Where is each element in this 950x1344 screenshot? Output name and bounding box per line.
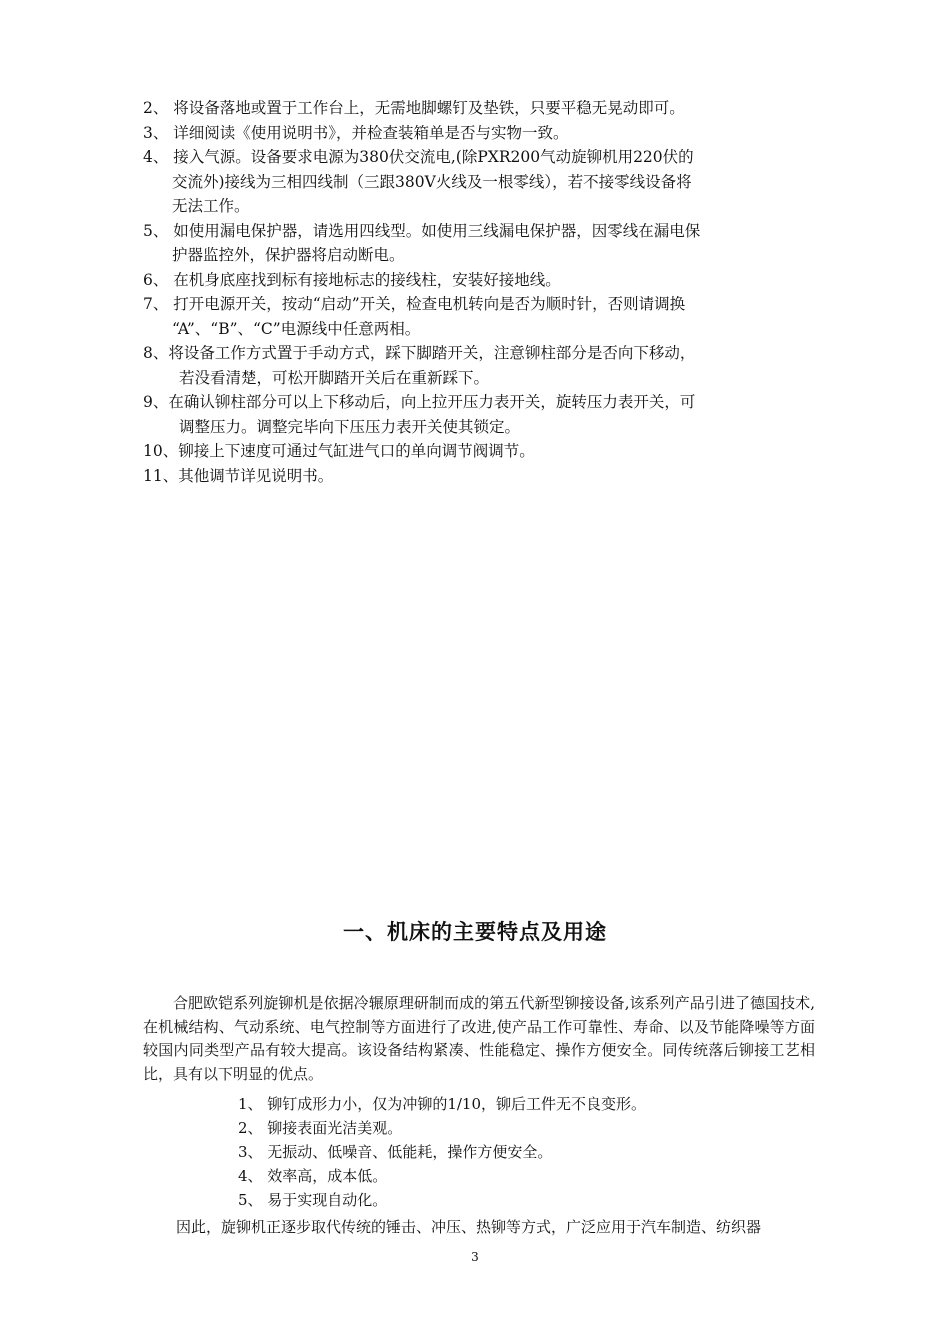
step-text: 9、在确认铆柱部分可以上下移动后，向上拉开压力表开关，旋转压力表开关，可 bbox=[143, 393, 696, 411]
step-text-continued: “A”、“B”、“C”电源线中任意两相。 bbox=[172, 319, 421, 338]
section-heading: 一、机床的主要特点及用途 bbox=[343, 920, 607, 944]
step-item bbox=[143, 219, 815, 268]
feature-item: 4、 效率高，成本低。 bbox=[238, 1167, 388, 1185]
feature-item: 1、 铆钉成形力小，仅为冲铆的1/10，铆后工件无不良变形。 bbox=[238, 1095, 646, 1113]
step-text-continued: 若没看清楚，可松开脚踏开关后在重新踩下。 bbox=[179, 368, 490, 387]
step-item bbox=[143, 145, 815, 219]
step-item bbox=[143, 292, 815, 341]
step-item bbox=[143, 268, 815, 293]
step-item bbox=[143, 439, 815, 464]
page-number: 3 bbox=[471, 1250, 479, 1264]
step-item bbox=[143, 464, 815, 489]
step-text-continued: 交流外)接线为三相四线制（三跟380V火线及一根零线），若不接零线设备将 bbox=[172, 172, 692, 191]
feature-list bbox=[238, 1092, 798, 1212]
step-text: 7、 打开电源开关，按动“启动”开关，检查电机转向是否为顺时针，否则请调换 bbox=[143, 295, 686, 313]
step-text: 3、 详细阅读《使用说明书》，并检查装箱单是否与实物一致。 bbox=[143, 123, 569, 142]
closing-paragraph: 因此，旋铆机正逐步取代传统的锤击、冲压、热铆等方式，广泛应用于汽车制造、纺织器 bbox=[176, 1218, 762, 1236]
step-text: 2、 将设备落地或置于工作台上，无需地脚螺钉及垫铁，只要平稳无晃动即可。 bbox=[143, 99, 685, 117]
step-text: 11、其他调节详见说明书。 bbox=[143, 466, 334, 485]
step-item bbox=[143, 96, 815, 121]
feature-item: 5、 易于实现自动化。 bbox=[238, 1191, 388, 1209]
step-text-continued: 无法工作。 bbox=[172, 197, 250, 215]
feature-item: 3、 无振动、低噪音、低能耗，操作方便安全。 bbox=[238, 1143, 553, 1161]
intro-paragraph: 合肥欧铠系列旋铆机是依据冷辗原理研制而成的第五代新型铆接设备,该系列产品引进了德国技术,在机械结构、气动系统、电气控制等方面进行了改进,使产品工作可靠性、寿命、以及节能降噪等方面较国内同类型产品有较大提高。该设备结构紧凑、性能稳定、操作方便安全。同传统落后铆接工艺相比，具有以下明显的优点。 bbox=[143, 994, 815, 1083]
step-text: 8、将设备工作方式置于手动方式，踩下脚踏开关，注意铆柱部分是否向下移动， bbox=[143, 344, 696, 362]
step-item bbox=[143, 390, 815, 439]
step-text-continued: 护器监控外，保护器将启动断电。 bbox=[172, 246, 405, 264]
step-text: 6、 在机身底座找到标有接地标志的接线柱，安装好接地线。 bbox=[143, 270, 561, 289]
step-text: 4、 接入气源。设备要求电源为380伏交流电,(除PXR200气动旋铆机用220伏的 bbox=[143, 148, 694, 166]
installation-steps bbox=[143, 96, 815, 488]
step-text: 5、 如使用漏电保护器，请选用四线型。如使用三线漏电保护器，因零线在漏电保 bbox=[143, 221, 701, 240]
feature-item: 2、 铆接表面光洁美观。 bbox=[238, 1119, 403, 1137]
step-item bbox=[143, 341, 815, 390]
step-text: 10、铆接上下速度可通过气缸进气口的单向调节阀调节。 bbox=[143, 442, 535, 460]
step-item bbox=[143, 121, 815, 146]
step-text-continued: 调整压力。调整完毕向下压压力表开关使其锁定。 bbox=[179, 417, 521, 436]
